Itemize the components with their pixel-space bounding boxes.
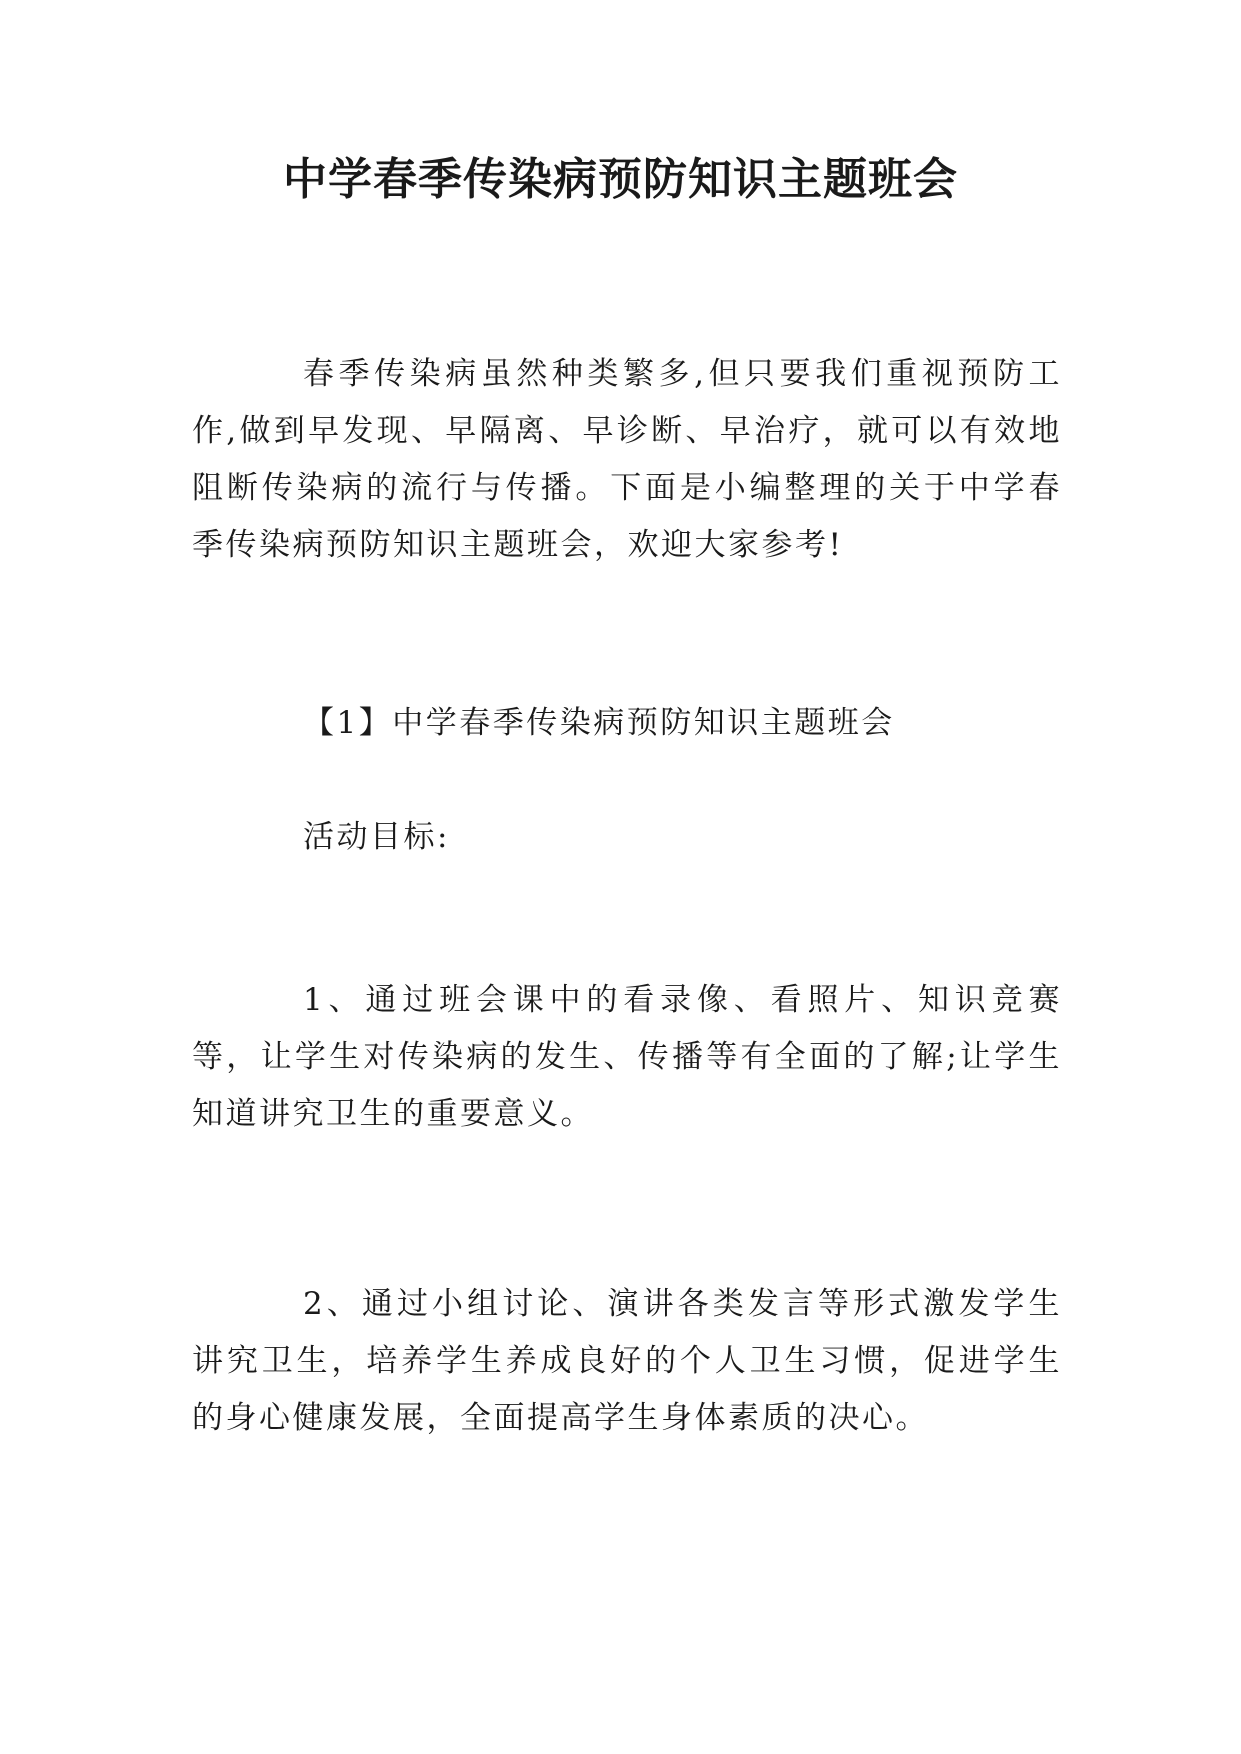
goal-item-2: 2、通过小组讨论、演讲各类发言等形式激发学生讲究卫生，培养学生养成良好的个人卫生习惯，促进学生的身心健康发展，全面提高学生身体素质的决心。 <box>192 1286 1062 1436</box>
goal-label: 活动目标: <box>303 819 450 855</box>
section-heading: 【1】中学春季传染病预防知识主题班会 <box>303 705 895 741</box>
document-title: 中学春季传染病预防知识主题班会 <box>283 154 958 205</box>
intro-paragraph: 春季传染病虽然种类繁多,但只要我们重视预防工作,做到早发现、早隔离、早诊断、早治疗，就可以有效地阻断传染病的流行与传播。下面是小编整理的关于中学春季传染病预防知识主题班会，欢迎大家参考! <box>192 356 1062 563</box>
goal-item-1: 1、通过班会课中的看录像、看照片、知识竞赛等，让学生对传染病的发生、传播等有全面的了解;让学生知道讲究卫生的重要意义。 <box>192 982 1062 1132</box>
